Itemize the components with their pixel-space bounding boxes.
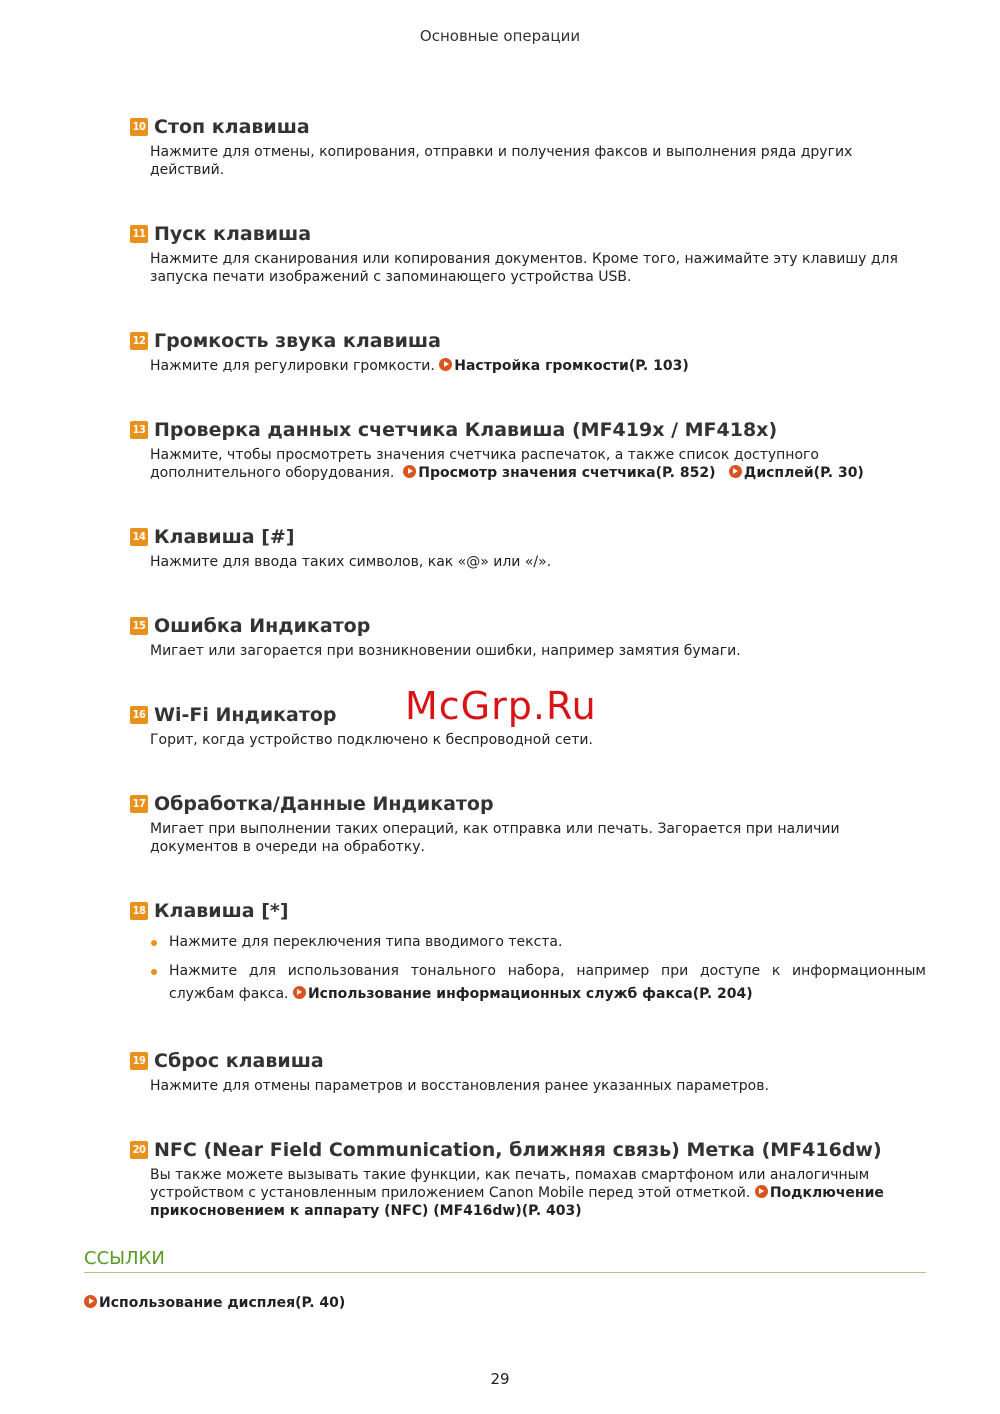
number-badge: 15 bbox=[130, 617, 148, 635]
link-label: Использование дисплея(P. 40) bbox=[99, 1295, 346, 1311]
volume-settings-link[interactable] bbox=[439, 358, 689, 374]
link-label: Просмотр значения счетчика(P. 852) bbox=[418, 465, 716, 481]
section-text: Нажмите для регулировки громкости. bbox=[150, 358, 435, 374]
arrow-circle-icon bbox=[755, 1185, 768, 1198]
section-text: Нажмите для ввода таких символов, как «@» или «/». bbox=[150, 554, 552, 570]
section-title: Громкость звука клавиша bbox=[154, 330, 441, 352]
link-label: Использование информационных служб факса(P. 204) bbox=[307, 986, 753, 1002]
section-text-block bbox=[150, 1166, 926, 1220]
bullet-dot-icon bbox=[151, 969, 157, 975]
section-title: Стоп клавиша bbox=[154, 116, 310, 138]
arrow-circle-icon bbox=[84, 1295, 97, 1308]
section-text: Нажмите, чтобы просмотреть значения счетчика распечаток, а также список доступного дополнительного оборудования. bbox=[150, 447, 819, 481]
number-badge: 14 bbox=[130, 528, 148, 546]
number-badge: 18 bbox=[130, 902, 148, 920]
list-item-text: Нажмите для переключения типа вводимого текста. bbox=[169, 934, 563, 950]
list-item-text: Нажмите для использования тонального набора, например при доступе к информационным службам факса. bbox=[169, 963, 926, 1002]
section-text: Горит, когда устройство подключено к беспроводной сети. bbox=[150, 732, 593, 748]
section-title: Проверка данных счетчика Клавиша (MF419x / MF418x) bbox=[154, 419, 778, 441]
arrow-circle-icon bbox=[403, 465, 416, 478]
section-star-key bbox=[130, 899, 926, 1012]
watermark: McGrp.Ru bbox=[405, 684, 597, 728]
section-text: Нажмите для сканирования или копирования документов. Кроме того, нажимайте эту клавишу для запуска печати изображений с запоминающего устройства USB. bbox=[150, 251, 898, 285]
list-item bbox=[150, 931, 926, 954]
page-number: 29 bbox=[490, 1370, 510, 1388]
references-heading: ССЫЛКИ bbox=[84, 1248, 165, 1269]
section-title: Сброс клавиша bbox=[154, 1050, 324, 1072]
section-start-key bbox=[130, 222, 926, 286]
arrow-circle-icon bbox=[439, 358, 452, 371]
display-link[interactable] bbox=[729, 465, 864, 481]
section-text: Вы также можете вызывать такие функции, как печать, помахав смартфоном или аналогичным устройством с установленным приложением Canon Mobile перед этой отметкой. bbox=[150, 1167, 870, 1201]
arrow-circle-icon bbox=[293, 986, 306, 999]
section-title: NFC (Near Field Communication, ближняя связь) Метка (MF416dw) bbox=[154, 1139, 882, 1161]
link-label: Дисплей(P. 30) bbox=[743, 465, 864, 481]
fax-info-services-link[interactable] bbox=[293, 986, 753, 1002]
section-text: Мигает или загорается при возникновении ошибки, например замятия бумаги. bbox=[150, 643, 741, 659]
page-header: Основные операции bbox=[419, 27, 581, 45]
number-badge: 16 bbox=[130, 706, 148, 724]
counter-value-link[interactable] bbox=[403, 465, 715, 481]
section-nfc-mark bbox=[130, 1138, 926, 1220]
section-processing-indicator bbox=[130, 792, 926, 856]
number-badge: 17 bbox=[130, 795, 148, 813]
section-text-block bbox=[150, 446, 926, 482]
section-title: Клавиша [#] bbox=[154, 526, 295, 548]
number-badge: 12 bbox=[130, 332, 148, 350]
references-divider bbox=[84, 1272, 926, 1273]
number-badge: 10 bbox=[130, 118, 148, 136]
number-badge: 19 bbox=[130, 1052, 148, 1070]
arrow-circle-icon bbox=[729, 465, 742, 478]
section-text: Нажмите для отмены, копирования, отправки и получения факсов и выполнения ряда других действий. bbox=[150, 144, 853, 178]
section-title: Клавиша [*] bbox=[154, 900, 289, 922]
section-counter-key bbox=[130, 418, 926, 482]
link-label: Подключение прикосновением к аппарату (NFC) (MF416dw)(P. 403) bbox=[150, 1185, 884, 1219]
number-badge: 13 bbox=[130, 421, 148, 439]
section-title: Ошибка Индикатор bbox=[154, 615, 371, 637]
section-error-indicator bbox=[130, 614, 926, 660]
section-text: Мигает при выполнении таких операций, как отправка или печать. Загорается при наличии документов в очереди на обработку. bbox=[150, 821, 840, 855]
section-title: Пуск клавиша bbox=[154, 223, 312, 245]
section-title: Обработка/Данные Индикатор bbox=[154, 793, 494, 815]
bullet-dot-icon bbox=[151, 940, 157, 946]
use-display-link[interactable] bbox=[84, 1295, 345, 1311]
section-reset-key bbox=[130, 1049, 926, 1095]
section-title: Wi-Fi Индикатор bbox=[154, 704, 337, 726]
number-badge: 11 bbox=[130, 225, 148, 243]
number-badge: 20 bbox=[130, 1141, 148, 1159]
section-stop-key bbox=[130, 115, 926, 179]
list-item bbox=[150, 960, 926, 1006]
section-volume-key bbox=[130, 329, 926, 375]
section-text-block bbox=[150, 357, 926, 375]
link-label: Настройка громкости(P. 103) bbox=[454, 358, 689, 374]
bullet-list bbox=[150, 931, 926, 1006]
section-hash-key bbox=[130, 525, 926, 571]
section-text: Нажмите для отмены параметров и восстановления ранее указанных параметров. bbox=[150, 1078, 769, 1094]
